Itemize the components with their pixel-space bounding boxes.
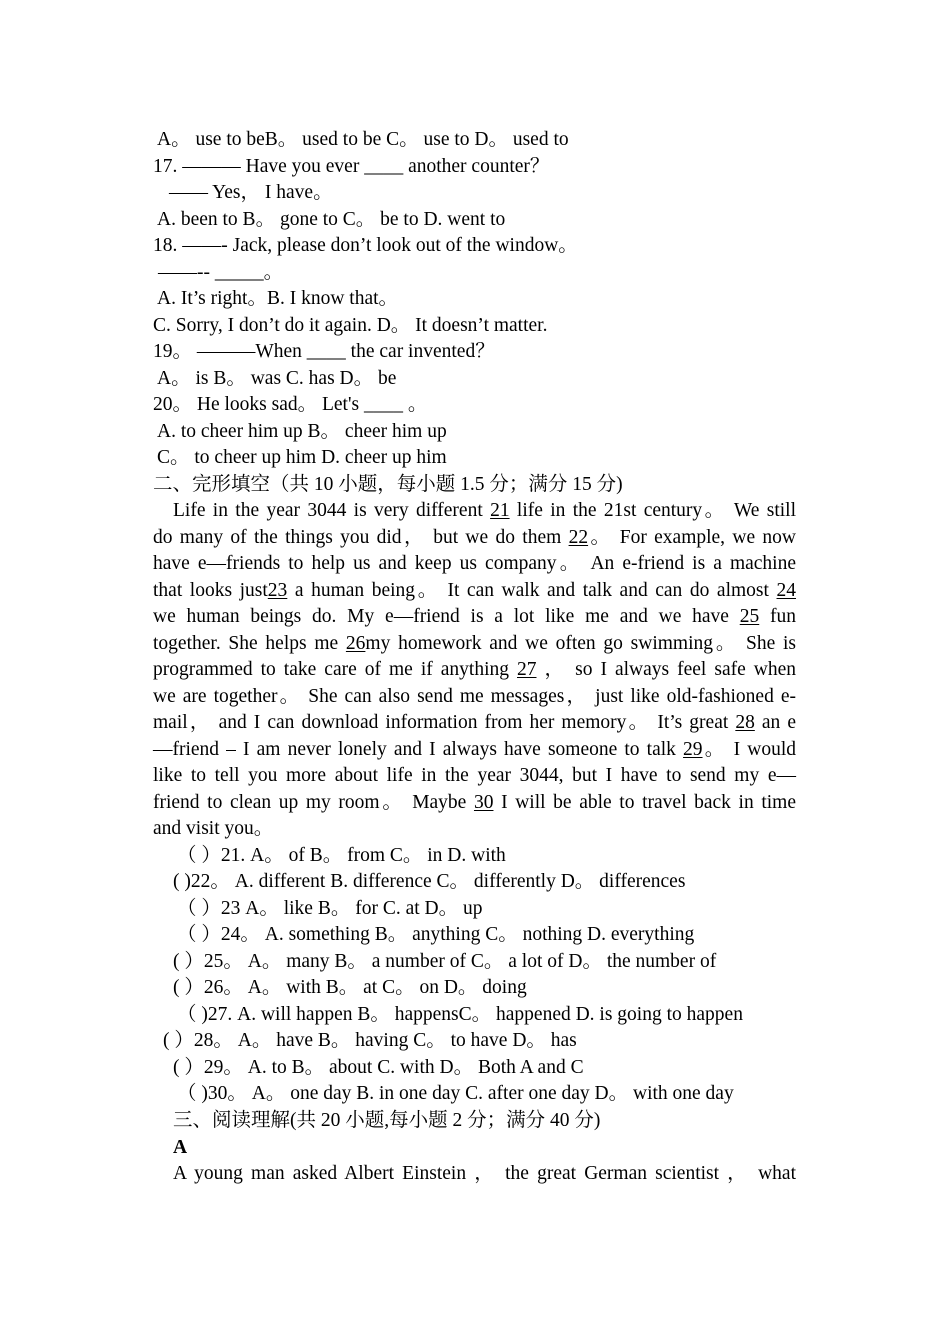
q17-options: A. been to B。 gone to C。 be to D. went to [157, 209, 506, 230]
cloze-option-21: （ ）21. A。 of B。 from C。 in D. with [177, 845, 506, 866]
cloze-option-25: ( ）25。 A。 many B。 a number of C。 a lot of D。 the number of [173, 951, 717, 972]
blank-24: 24 [776, 580, 796, 601]
reading-section-a: A [173, 1137, 188, 1158]
q18-options-ab: A. It’s right。B. I know that。 [157, 288, 399, 309]
cloze-line: friend to clean up my room。 Maybe 30 I will be able to travel back in time [153, 792, 796, 813]
q20-options-cd: C。 to cheer up him D. cheer up him [157, 447, 447, 468]
cloze-heading: 二、完形填空（共 10 小题，每小题 1.5 分；满分 15 分) [153, 474, 623, 495]
cloze-option-27: （ )27. A. will happen B。 happensC。 happened D. is going to happen [177, 1004, 743, 1025]
cloze-line: together. She helps me 26my homework and we often go swimming。 She is [153, 633, 796, 654]
cloze-line: that looks just23 a human being。 It can walk and talk and can do almost 24 [153, 580, 796, 601]
reading-line: A young man asked Albert Einstein ， the great German scientist ， what [173, 1163, 796, 1184]
blank-23: 23 [267, 580, 288, 601]
q19-question: 19。 ———When ____ the car invented？ [153, 341, 495, 362]
blank-28: 28 [735, 712, 755, 733]
blank-29: 29 [683, 739, 703, 760]
q18-options-cd: C. Sorry, I don’t do it again. D。 It doesn’t matter. [153, 315, 548, 336]
blank-25: 25 [739, 606, 760, 627]
cloze-line: mail， and I can download information from her memory。 It’s great 28 an e [153, 712, 796, 733]
cloze-option-30: （ )30。 A。 one day B. in one day C. after one day D。 with one day [177, 1083, 734, 1104]
cloze-line: like to tell you more about life in the year 3044, but I have to send my e— [153, 765, 796, 786]
cloze-line: programmed to take care of me if anything 27 ， so I always feel safe when [153, 659, 796, 680]
blank-21: 21 [490, 500, 510, 521]
q17-question: 17. ——— Have you ever ____ another counter？ [153, 156, 550, 177]
cloze-line: —friend – I am never lonely and I always have someone to talk 29。 I would [153, 739, 796, 760]
q20-question: 20。 He looks sad。 Let's ____ 。 [153, 394, 428, 415]
blank-22: 22 [568, 527, 589, 548]
blank-26: 26 [345, 633, 366, 654]
cloze-line: have e—friends to help us and keep us company。 An e-friend is a machine [153, 553, 796, 574]
blank-30: 30 [473, 792, 494, 813]
q18-reply: ——-- _____。 [158, 262, 284, 283]
cloze-option-28: ( ）28。 A。 have B。 having C。 to have D。 has [163, 1030, 577, 1051]
q20-options-ab: A. to cheer him up B。 cheer him up [157, 421, 447, 442]
cloze-line: and visit you。 [153, 818, 274, 839]
reading-heading: 三、阅读理解(共 20 小题,每小题 2 分；满分 40 分) [173, 1110, 601, 1131]
cloze-line: we human beings do. My e—friend is a lot like me and we have 25 fun [153, 606, 796, 627]
cloze-option-24: （ ）24。 A. something B。 anything C。 nothing D. everything [177, 924, 695, 945]
q17-reply: —— Yes， I have。 [169, 182, 333, 203]
cloze-line: Life in the year 3044 is very different 21 life in the 21st century。 We still [173, 500, 796, 521]
cloze-option-26: ( ）26。 A。 with B。 at C。 on D。 doing [173, 977, 527, 998]
cloze-option-23: （ ）23 A。 like B。 for C. at D。 up [177, 898, 483, 919]
blank-27: 27 [517, 659, 537, 680]
cloze-option-22: ( )22。 A. different B. difference C。 differently D。 differences [173, 871, 686, 892]
cloze-option-29: ( ）29。 A. to B。 about C. with D。 Both A and C [173, 1057, 584, 1078]
q19-options: A。 is B。 was C. has D。 be [157, 368, 397, 389]
q18-question: 18. ——- Jack, please don’t look out of the window。 [153, 235, 578, 256]
q16-options: A。 use to beB。 used to be C。 use to D。 used to [157, 129, 569, 150]
cloze-line: do many of the things you did， but we do them 22。 For example, we now [153, 527, 796, 548]
cloze-line: we are together。 She can also send me messages， just like old-fashioned e- [153, 686, 796, 707]
